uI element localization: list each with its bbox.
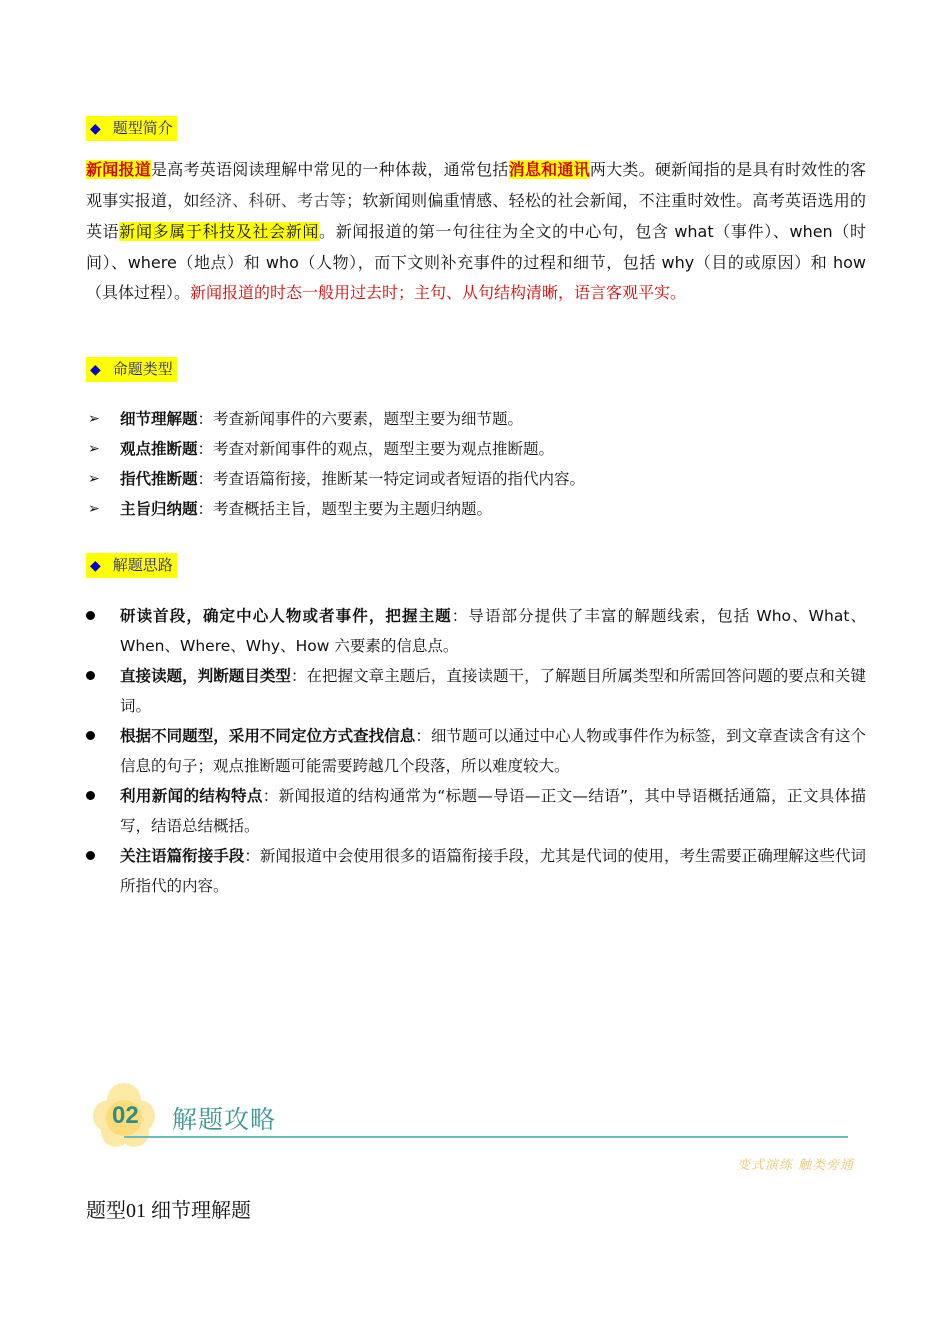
section-heading-intro: ◆ 题型简介 (86, 116, 177, 141)
list-item: 利用新闻的结构特点：新闻报道的结构通常为“标题—导语—正文—结语”，其中导语概括通篇，正文具体描写，结语总结概括。 (86, 781, 866, 841)
arrow-icon: ➢ (88, 471, 100, 487)
banner-tagline: 变式演练 触类旁通 (736, 1158, 854, 1173)
diamond-icon: ◆ (90, 121, 101, 137)
intro-paragraph: 新闻报道是高考英语阅读理解中常见的一种体裁，通常包括消息和通讯两大类。硬新闻指的是具有时效性的客观事实报道，如经济、科研、考古等；软新闻则偏重情感、轻松的社会新闻，不注重时效性。高考英语选用的英语新闻多属于科技及社会新闻。新闻报道的第一句往往为全文的中心句，包含 what（事件）、when（时间）、where（地点）和 who（人物），而下文则补充事件的过程和细节，包括 why（目的或原因）和 how（具体过程）。新闻报道的时态一般用过去时；主句、从句结构清晰，语言客观平实。 (86, 160, 866, 302)
bullet-icon (86, 671, 95, 680)
section-number: 02 (112, 1102, 139, 1129)
arrow-icon: ➢ (88, 441, 100, 457)
section-heading-approach: ◆ 解题思路 (86, 553, 177, 578)
question-types-list (86, 404, 866, 524)
bullet-icon (86, 611, 95, 620)
list-item: 关注语篇衔接手段：新闻报道中会使用很多的语篇衔接手段，尤其是代词的使用，考生需要正确理解这些代词所指代的内容。 (86, 841, 866, 901)
list-item: 研读首段，确定中心人物或者事件，把握主题：导语部分提供了丰富的解题线索，包括 Who、What、When、Where、Why、How 六要素的信息点。 (86, 601, 866, 661)
diamond-icon: ◆ (90, 362, 101, 378)
bullet-icon (86, 851, 95, 860)
list-item: 直接读题，判断题目类型：在把握文章主题后，直接读题干，了解题目所属类型和所需回答问题的要点和关键词。 (86, 661, 866, 721)
section-banner (86, 1080, 856, 1180)
page-subheading: 题型01 细节理解题 (86, 1200, 251, 1222)
divider (124, 1136, 848, 1138)
list-item: 根据不同题型，采用不同定位方式查找信息：细节题可以通过中心人物或事件作为标签，到文章查读含有这个信息的句子；观点推断题可能需要跨越几个段落，所以难度较大。 (86, 721, 866, 781)
intro-lead: 新闻报道 (86, 160, 152, 179)
diamond-icon: ◆ (90, 558, 101, 574)
bullet-icon (86, 731, 95, 740)
list-item: ➢ 观点推断题：考查对新闻事件的观点，题型主要为观点推断题。 (86, 434, 866, 464)
list-item: ➢ 主旨归纳题：考查概括主旨，题型主要为主题归纳题。 (86, 494, 866, 524)
list-item: ➢ 指代推断题：考查语篇衔接，推断某一特定词或者短语的指代内容。 (86, 464, 866, 494)
bullet-icon (86, 791, 95, 800)
approach-list (86, 601, 866, 901)
arrow-icon: ➢ (88, 411, 100, 427)
banner-title: 解题攻略 (172, 1105, 277, 1134)
arrow-icon: ➢ (88, 501, 100, 517)
list-item: ➢ 细节理解题：考查新闻事件的六要素，题型主要为细节题。 (86, 404, 866, 434)
section-heading-types: ◆ 命题类型 (86, 357, 177, 382)
